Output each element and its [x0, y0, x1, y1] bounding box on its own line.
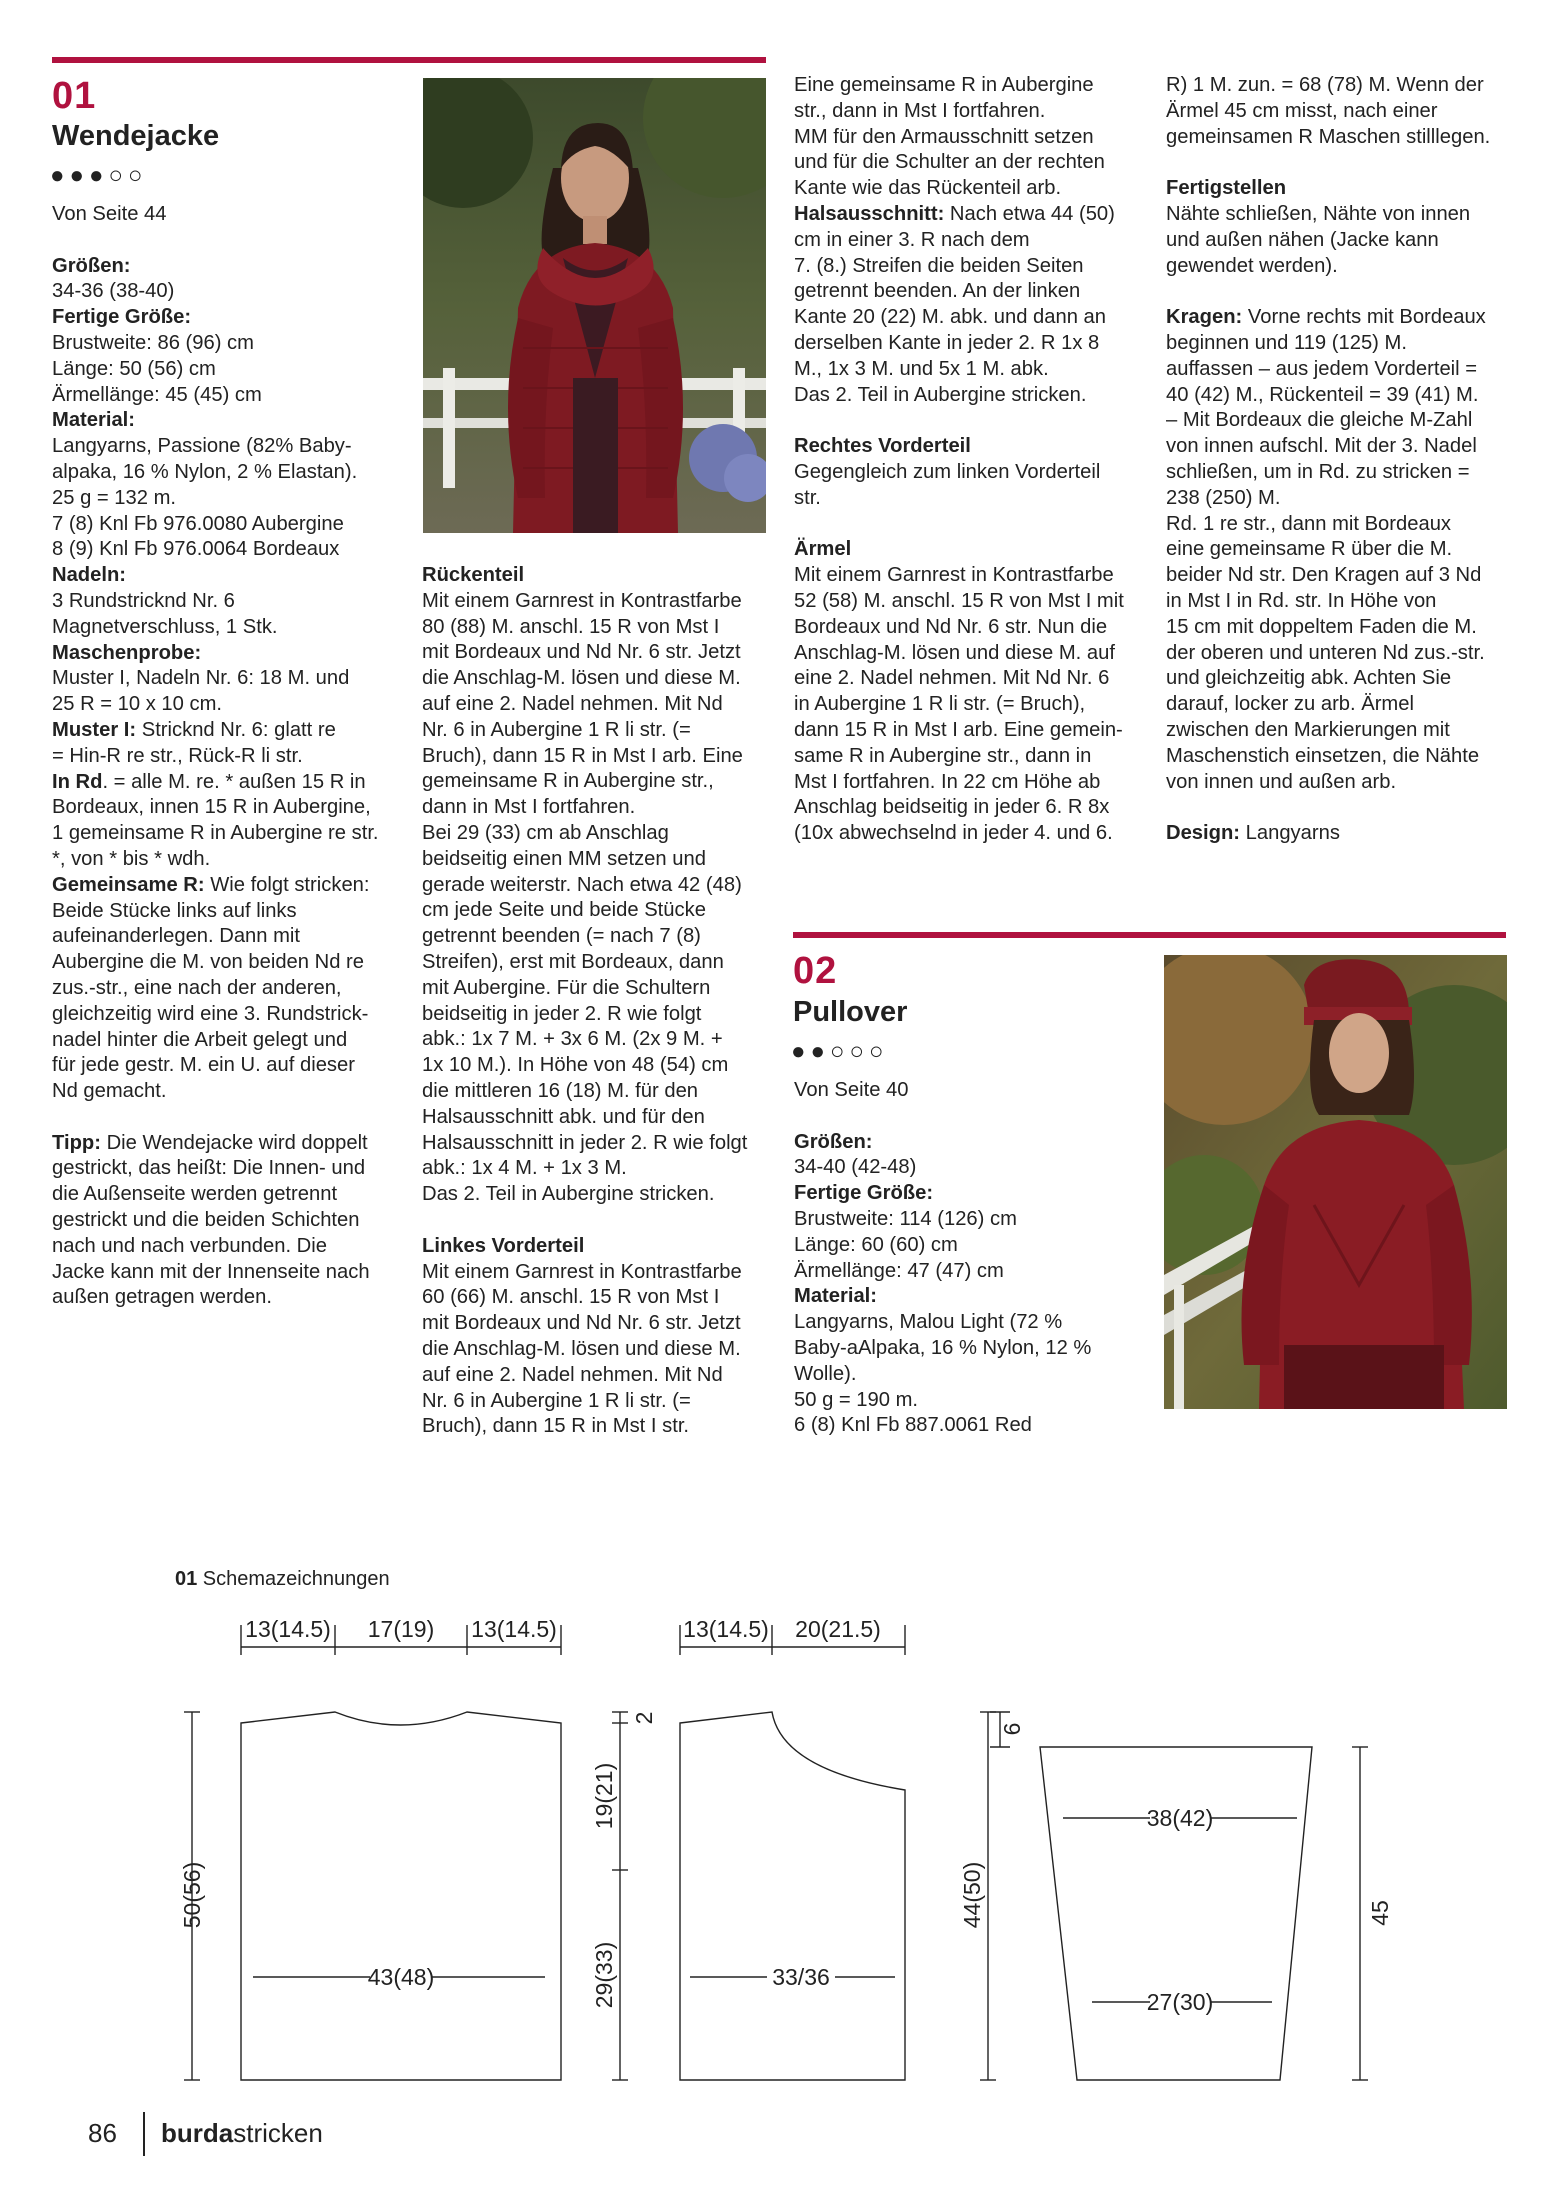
back-top-left-label: 13(14.5) [245, 1616, 331, 1642]
difficulty-rating: ●●●○○ [50, 162, 148, 189]
body-text: Brustweite: 86 (96) cm [52, 331, 254, 354]
bold-label: Material: [52, 409, 136, 432]
magazine-brand [161, 2118, 323, 2149]
difficulty-rating-2: ●●○○○ [791, 1038, 889, 1065]
sleeve-cap-label: 6 [999, 1722, 1025, 1736]
bold-label: Fertige Größe: [794, 1182, 934, 1205]
text-paragraph [794, 1155, 1144, 1181]
bold-label: Muster I: [52, 718, 137, 741]
bold-label: Ärmel [794, 538, 852, 561]
text-paragraph [52, 357, 402, 383]
text-paragraph [422, 1260, 772, 1441]
body-text: 34-36 (38-40) [52, 280, 175, 303]
text-paragraph [52, 666, 402, 718]
brand-bold: burda [161, 2118, 234, 2148]
body-text: Nähte schließen, Nähte von innen und außen nähen (Jacke kann gewendet werden). [1166, 202, 1471, 277]
article1-column-2 [422, 563, 772, 1440]
text-paragraph [52, 434, 402, 563]
source-reference: Von Seite 44 [52, 203, 167, 225]
bold-label: Material: [794, 1285, 878, 1308]
text-paragraph [52, 279, 402, 305]
body-text: Länge: 50 (56) cm [52, 357, 216, 380]
body-text: Langyarns, Passione (82% Baby- alpaka, 16 % Nylon, 2 % Elastan). 25 g = 132 m. 7 (8) Knl Fb 976.0080 Aubergine 8 (9) Knl Fb 976.0064 Bordeaux [52, 435, 358, 561]
body-text: Vorne rechts mit Bordeaux beginnen und 119 (125) M. auffassen – aus jedem Vorderteil = 40 (42) M., Rückenteil = 39 (41) M. – Mit Bordeaux die gleiche M-Zahl von innen aufschl. Mit der 3. Nadel schließen, um in Rd. zu stricken = 238 (250) M. Rd. 1 re str., dann mit Bordeaux eine gemeinsame R über die M. beider Nd str. Den Kragen auf 3 Nd in Mst I in Rd. str. In Höhe von 15 cm mit doppeltem Faden die M. der oberen und unteren Nd zus.-str. und gleichzeitig abk. Achten Sie darauf, locker zu arb. Ärmel zwischen den Markierungen mit Maschenstich einsetzen, die Nähte von innen und außen arb. [1166, 306, 1486, 793]
sleeve-upper-width-label: 38(42) [1146, 1805, 1214, 1831]
article1-column-3 [794, 73, 1144, 847]
body-text: . = alle M. re. * außen 15 R in Bordeaux, innen 15 R in Aubergine, 1 gemeinsame R in Aubergine re str. *, von * bis * wdh. [52, 770, 379, 870]
text-paragraph [794, 563, 1144, 847]
text-paragraph [794, 1181, 1144, 1207]
article2-column [794, 1078, 1144, 1439]
text-paragraph [52, 873, 402, 1105]
front-top-right-label: 20(21.5) [795, 1616, 881, 1642]
bold-label: Kragen: [1166, 306, 1243, 329]
pullover-photo [1164, 955, 1507, 1409]
text-paragraph [52, 1131, 402, 1312]
text-paragraph [422, 563, 772, 589]
body-text: Ärmellänge: 45 (45) cm [52, 383, 262, 406]
front-width-label: 33/36 [772, 1964, 830, 1990]
article1-column-1 [52, 202, 402, 1311]
sleeve-outline [1040, 1747, 1312, 2080]
bold-label: Größen: [52, 254, 131, 277]
brand-rest: stricken [233, 2118, 323, 2148]
text-paragraph [52, 383, 402, 409]
back-piece-outline [241, 1712, 561, 2080]
text-paragraph [794, 460, 1144, 512]
body-text: 34-40 (42-48) [794, 1156, 917, 1179]
back-width-label: 43(48) [367, 1964, 435, 1990]
bold-label: Fertigstellen [1166, 177, 1287, 200]
bold-label: Größen: [794, 1130, 873, 1153]
text-paragraph [52, 408, 402, 434]
text-paragraph [52, 254, 402, 280]
footer-divider [143, 2112, 145, 2156]
text-paragraph [794, 1284, 1144, 1310]
bold-label: Fertige Größe: [52, 306, 192, 329]
bold-label: Halsausschnitt: [794, 202, 945, 225]
article-divider-mid [793, 932, 1506, 938]
body-text: Brustweite: 114 (126) cm Länge: 60 (60) cm Ärmellänge: 47 (47) cm [794, 1207, 1017, 1282]
body-text: Wie folgt stricken: Beide Stücke links auf links aufeinanderlegen. Dann mit Aubergine die M. von beiden Nd re zus.-str., eine nach der anderen, gleichzeitig wird eine 3. Rundstrick- nadel hinter die Arbeit gelegt und für jede gestr. M. ein U. auf dieser Nd gemacht. [52, 873, 370, 1103]
front-piece-outline [680, 1712, 905, 2080]
bold-label: Rechtes Vorderteil [794, 435, 971, 458]
text-paragraph [1166, 305, 1516, 795]
back-neck-depth-label: 2 [631, 1711, 657, 1725]
back-top-center-label: 17(19) [367, 1616, 435, 1642]
body-text: Eine gemeinsame R in Aubergine str., dann in Mst I fortfahren. MM für den Armausschnitt setzen und für die Schulter an der rechten Kante wie das Rückenteil arb. [794, 74, 1105, 200]
text-paragraph [794, 537, 1144, 563]
text-paragraph [422, 589, 772, 1208]
bold-label: Rückenteil [422, 564, 525, 586]
body-text: R) 1 M. zun. = 68 (78) M. Wenn der Ärmel 45 cm misst, nach einer gemeinsamen R Maschen stilllegen. [1166, 74, 1491, 148]
schema-caption [175, 1568, 390, 1591]
cardigan-photo [423, 78, 766, 533]
text-paragraph [794, 1310, 1144, 1439]
article-title: Wendejacke [52, 120, 220, 152]
text-paragraph [422, 1234, 772, 1260]
text-paragraph [52, 331, 402, 357]
page-number: 86 [88, 2118, 117, 2148]
text-paragraph [794, 1130, 1144, 1156]
text-paragraph [794, 1207, 1144, 1284]
text-paragraph [52, 563, 402, 589]
text-paragraph [52, 641, 402, 667]
text-paragraph [52, 718, 402, 770]
text-paragraph [794, 73, 1144, 202]
body-text: Nach etwa 44 (50) cm in einer 3. R nach dem 7. (8.) Streifen die beiden Seiten getrennt beenden. An der linken Kante 20 (22) M. abk. und dann an derselben Kante in jeder 2. R 1x 8 M., 1x 3 M. und 5x 1 M. abk. Das 2. Teil in Aubergine stricken. [794, 202, 1115, 406]
schema-caption-text: Schemazeichnungen [197, 1568, 390, 1590]
body-text: Mit einem Garnrest in Kontrastfarbe 60 (66) M. anschl. 15 R von Mst I mit Bordeaux und Nd Nr. 6 str. Jetzt die Anschlag-M. lösen und diese M. auf eine 2. Nadel nehmen. Mit Nd Nr. 6 in Aubergine 1 R li str. (= Bruch), dann 15 R in Mst I str. [422, 1260, 742, 1438]
schema-caption-number: 01 [175, 1568, 198, 1590]
back-top-right-label: 13(14.5) [471, 1616, 557, 1642]
bold-label: Tipp: [52, 1131, 101, 1154]
bold-label: Maschenprobe: [52, 641, 202, 664]
body-text: Langyarns, Malou Light (72 % Baby-aAlpaka, 16 % Nylon, 12 % Wolle). 50 g = 190 m. 6 (8) Knl Fb 887.0061 Red [794, 1311, 1092, 1437]
body-text: Stricknd Nr. 6: glatt re = Hin-R re str., Rück-R li str. [52, 718, 336, 767]
article-number-2: 02 [793, 950, 838, 992]
text-paragraph [794, 434, 1144, 460]
article1-column-4 [1166, 73, 1516, 847]
back-height-label: 50(56) [179, 1861, 205, 1929]
sleeve-length-label: 45 [1367, 1900, 1393, 1926]
text-paragraph [1166, 821, 1516, 847]
source-reference-2: Von Seite 40 [794, 1079, 909, 1101]
sleeve-lower-width-label: 27(30) [1146, 1989, 1214, 2015]
body-text: Langyarns [1240, 822, 1340, 845]
body-text: Muster I, Nadeln Nr. 6: 18 M. und 25 R = 10 x 10 cm. [52, 667, 350, 716]
text-paragraph [52, 770, 402, 873]
bold-label: Gemeinsame R: [52, 873, 205, 896]
front-top-left-label: 13(14.5) [683, 1616, 769, 1642]
bold-label: In Rd [52, 770, 103, 793]
front-height-label: 44(50) [959, 1861, 985, 1929]
text-paragraph [52, 305, 402, 331]
article-title-2: Pullover [793, 996, 908, 1028]
text-paragraph [1166, 202, 1516, 279]
body-text: Mit einem Garnrest in Kontrastfarbe 80 (88) M. anschl. 15 R von Mst I mit Bordeaux und Nd Nr. 6 str. Jetzt die Anschlag-M. lösen und diese M. auf eine 2. Nadel nehmen. Mit Nd Nr. 6 in Aubergine 1 R li str. (= Bruch), dann 15 R in Mst I arb. Eine gemeinsame R in Aubergine str., dann in Mst I fortfahren. Bei 29 (33) cm ab Anschlag beidseitig einen MM setzen und gerade weiterstr. Nach etwa 42 (48) cm jede Seite und beide Stücke getrennt beenden (= nach 7 (8) Streifen), erst mit Bordeaux, dann mit Aubergine. Für die Schultern beidseitig in jeder 2. R wie folgt abk.: 1x 7 M. + 3x 6 M. (2x 9 M. + 1x 10 M.). In Höhe von 48 (54) cm die mittleren 16 (18) M. für den Halsausschnitt abk. und für den Halsausschnitt in jeder 2. R wie folgt abk.: 1x 4 M. + 1x 3 M. Das 2. Teil in Aubergine stricken. [422, 589, 748, 1206]
body-text: 3 Rundstricknd Nr. 6 Magnetverschluss, 1 Stk. [52, 589, 278, 638]
bold-label: Design: [1166, 822, 1241, 845]
text-paragraph [1166, 176, 1516, 202]
back-armhole-label: 19(21) [591, 1762, 617, 1830]
bold-label: Nadeln: [52, 564, 127, 587]
body-text: Gegengleich zum linken Vorderteil str. [794, 460, 1101, 509]
back-side-label: 29(33) [591, 1941, 617, 2009]
text-paragraph [794, 202, 1144, 408]
article-divider-top [52, 57, 766, 63]
text-paragraph [52, 589, 402, 641]
body-text: Die Wendejacke wird doppelt gestrickt, das heißt: Die Innen- und die Außenseite werden getrennt gestrickt und die beiden Schichten nach und nach verbunden. Die Jacke kann mit der Innenseite nach außen getragen werden. [52, 1131, 370, 1309]
bold-label: Linkes Vorderteil [422, 1234, 585, 1257]
article-number: 01 [52, 75, 97, 117]
text-paragraph [1166, 73, 1516, 150]
body-text: Mit einem Garnrest in Kontrastfarbe 52 (58) M. anschl. 15 R von Mst I mit Bordeaux und Nd Nr. 6 str. Nun die Anschlag-M. lösen und diese M. auf eine 2. Nadel nehmen. Mit Nd Nr. 6 in Aubergine 1 R li str. (= Bruch), dann 15 R in Mst I arb. Eine gemein- same R in Aubergine str., dann in Mst I fortfahren. In 22 cm Höhe ab Anschlag beidseitig in jeder 6. R 8x (10x abwechselnd in jeder 4. und 6. [794, 564, 1124, 845]
